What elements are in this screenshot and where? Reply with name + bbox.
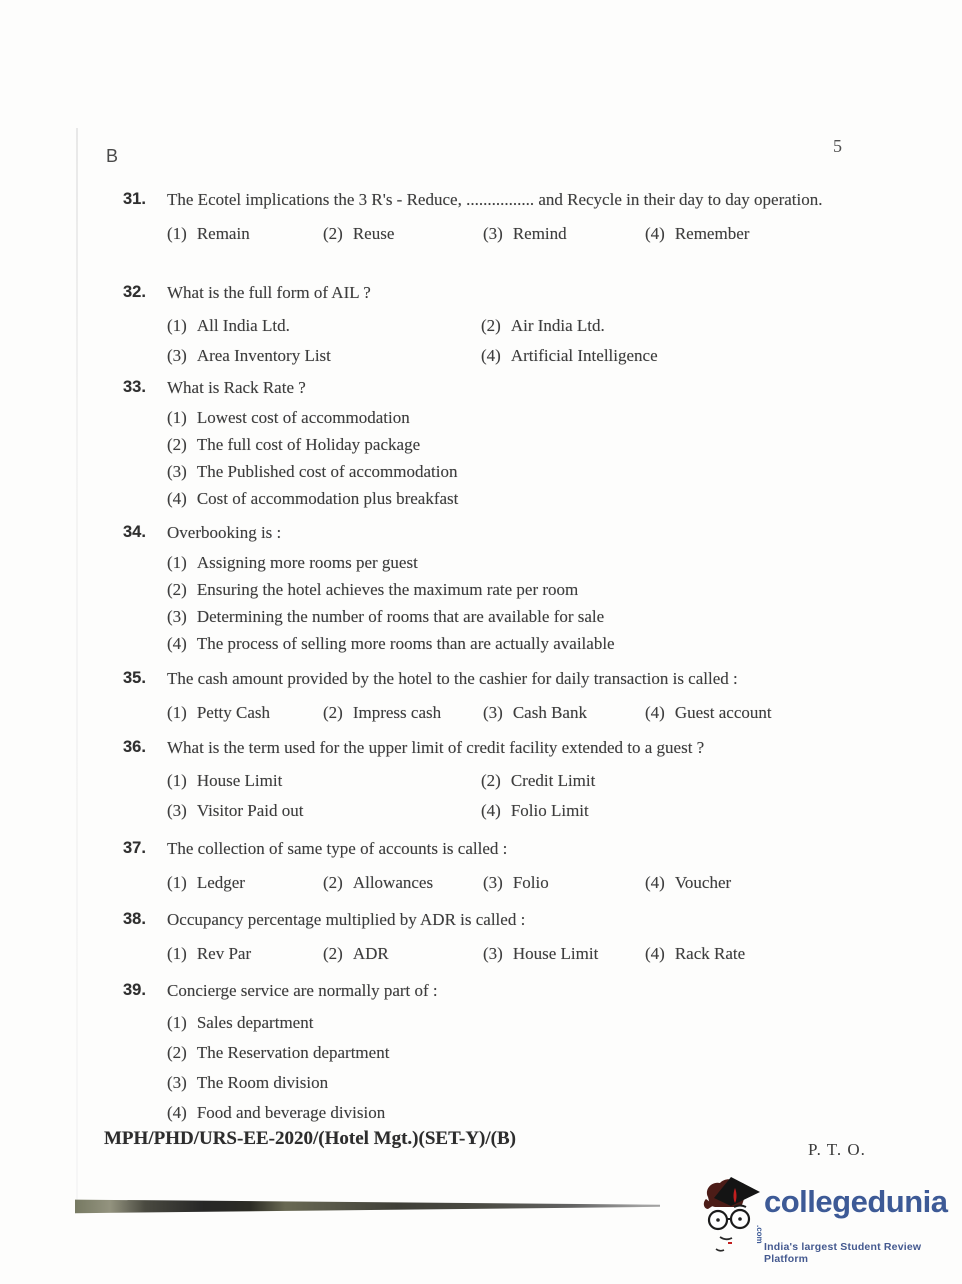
question-text: Overbooking is : <box>167 523 282 542</box>
option: (2) Credit Limit <box>481 771 596 790</box>
option: (4) Voucher <box>645 873 732 892</box>
question-38 <box>123 906 870 967</box>
question-number: 34. <box>123 523 146 541</box>
question-text: What is Rack Rate ? <box>167 378 306 397</box>
question-35 <box>123 665 870 726</box>
option: (3) The Room division <box>167 1073 329 1092</box>
question-34 <box>123 519 870 659</box>
question-32 <box>123 279 870 367</box>
question-number: 33. <box>123 378 146 396</box>
option: (2) The full cost of Holiday package <box>167 435 421 454</box>
question-number: 37. <box>123 839 146 857</box>
option: (3) House Limit <box>483 944 599 963</box>
page-number: 5 <box>833 136 842 156</box>
question-number: 36. <box>123 738 146 756</box>
option: (1) Rev Par <box>167 944 252 963</box>
option: (3) Cash Bank <box>483 703 587 722</box>
scan-artifact-smudge <box>75 1198 660 1214</box>
question-39 <box>123 977 870 1131</box>
option: (1) Assigning more rooms per guest <box>167 553 418 572</box>
question-number: 39. <box>123 981 146 999</box>
option: (2) Impress cash <box>323 703 442 722</box>
question-text: Occupancy percentage multiplied by ADR is called : <box>167 910 526 929</box>
question-text: What is the full form of AIL ? <box>167 283 371 302</box>
collegedunia-mascot-icon <box>698 1175 764 1265</box>
option: (3) Remind <box>483 224 567 243</box>
option: (2) Allowances <box>323 873 434 892</box>
question-37 <box>123 835 870 896</box>
question-number: 31. <box>123 190 146 208</box>
question-text: The Ecotel implications the 3 R's - Reduce, ................ and Recycle in their day to day operation. <box>167 190 823 209</box>
option: (4) Folio Limit <box>481 801 589 820</box>
collegedunia-brand-text: collegedunia <box>764 1184 948 1219</box>
scan-edge-line <box>76 128 78 1208</box>
option: (4) Cost of accommodation plus breakfast <box>167 489 459 508</box>
option: (1) Remain <box>167 224 250 243</box>
option: (1) Petty Cash <box>167 703 271 722</box>
question-text: The collection of same type of accounts is called : <box>167 839 508 858</box>
option: (4) Guest account <box>645 703 772 722</box>
collegedunia-logo <box>698 1175 948 1270</box>
option: (1) House Limit <box>167 771 283 790</box>
question-36 <box>123 734 870 822</box>
question-number: 35. <box>123 669 146 687</box>
collegedunia-tagline: India's largest Student Review Platform <box>764 1241 922 1265</box>
question-number: 32. <box>123 283 146 301</box>
option: (2) ADR <box>323 944 389 963</box>
question-33 <box>123 374 870 514</box>
option: (3) Area Inventory List <box>167 346 331 365</box>
option: (2) The Reservation department <box>167 1043 390 1062</box>
option: (2) Reuse <box>323 224 395 243</box>
option: (1) Lowest cost of accommodation <box>167 408 410 427</box>
option: (4) Remember <box>645 224 750 243</box>
option: (4) Artificial Intelligence <box>481 346 658 365</box>
option: (4) Rack Rate <box>645 944 746 963</box>
option: (3) Folio <box>483 873 549 892</box>
paper-code: MPH/PHD/URS-EE-2020/(Hotel Mgt.)(SET-Y)/(B) <box>104 1128 516 1149</box>
question-text: The cash amount provided by the hotel to the cashier for daily transaction is called : <box>167 669 738 688</box>
option: (1) All India Ltd. <box>167 316 290 335</box>
question-31 <box>123 186 870 247</box>
option: (4) The process of selling more rooms than are actually available <box>167 634 615 653</box>
collegedunia-tld-text: .com <box>755 1225 764 1244</box>
question-text: Concierge service are normally part of : <box>167 981 438 1000</box>
option: (1) Ledger <box>167 873 245 892</box>
pto-label: P. T. O. <box>808 1140 866 1159</box>
option: (1) Sales department <box>167 1013 314 1032</box>
option: (3) The Published cost of accommodation <box>167 462 458 481</box>
option: (2) Air India Ltd. <box>481 316 605 335</box>
question-text: What is the term used for the upper limit of credit facility extended to a guest ? <box>167 738 705 757</box>
question-number: 38. <box>123 910 146 928</box>
booklet-set-label: B <box>106 146 120 166</box>
option: (3) Determining the number of rooms that are available for sale <box>167 607 605 626</box>
option: (2) Ensuring the hotel achieves the maximum rate per room <box>167 580 579 599</box>
option: (4) Food and beverage division <box>167 1103 386 1122</box>
option: (3) Visitor Paid out <box>167 801 304 820</box>
